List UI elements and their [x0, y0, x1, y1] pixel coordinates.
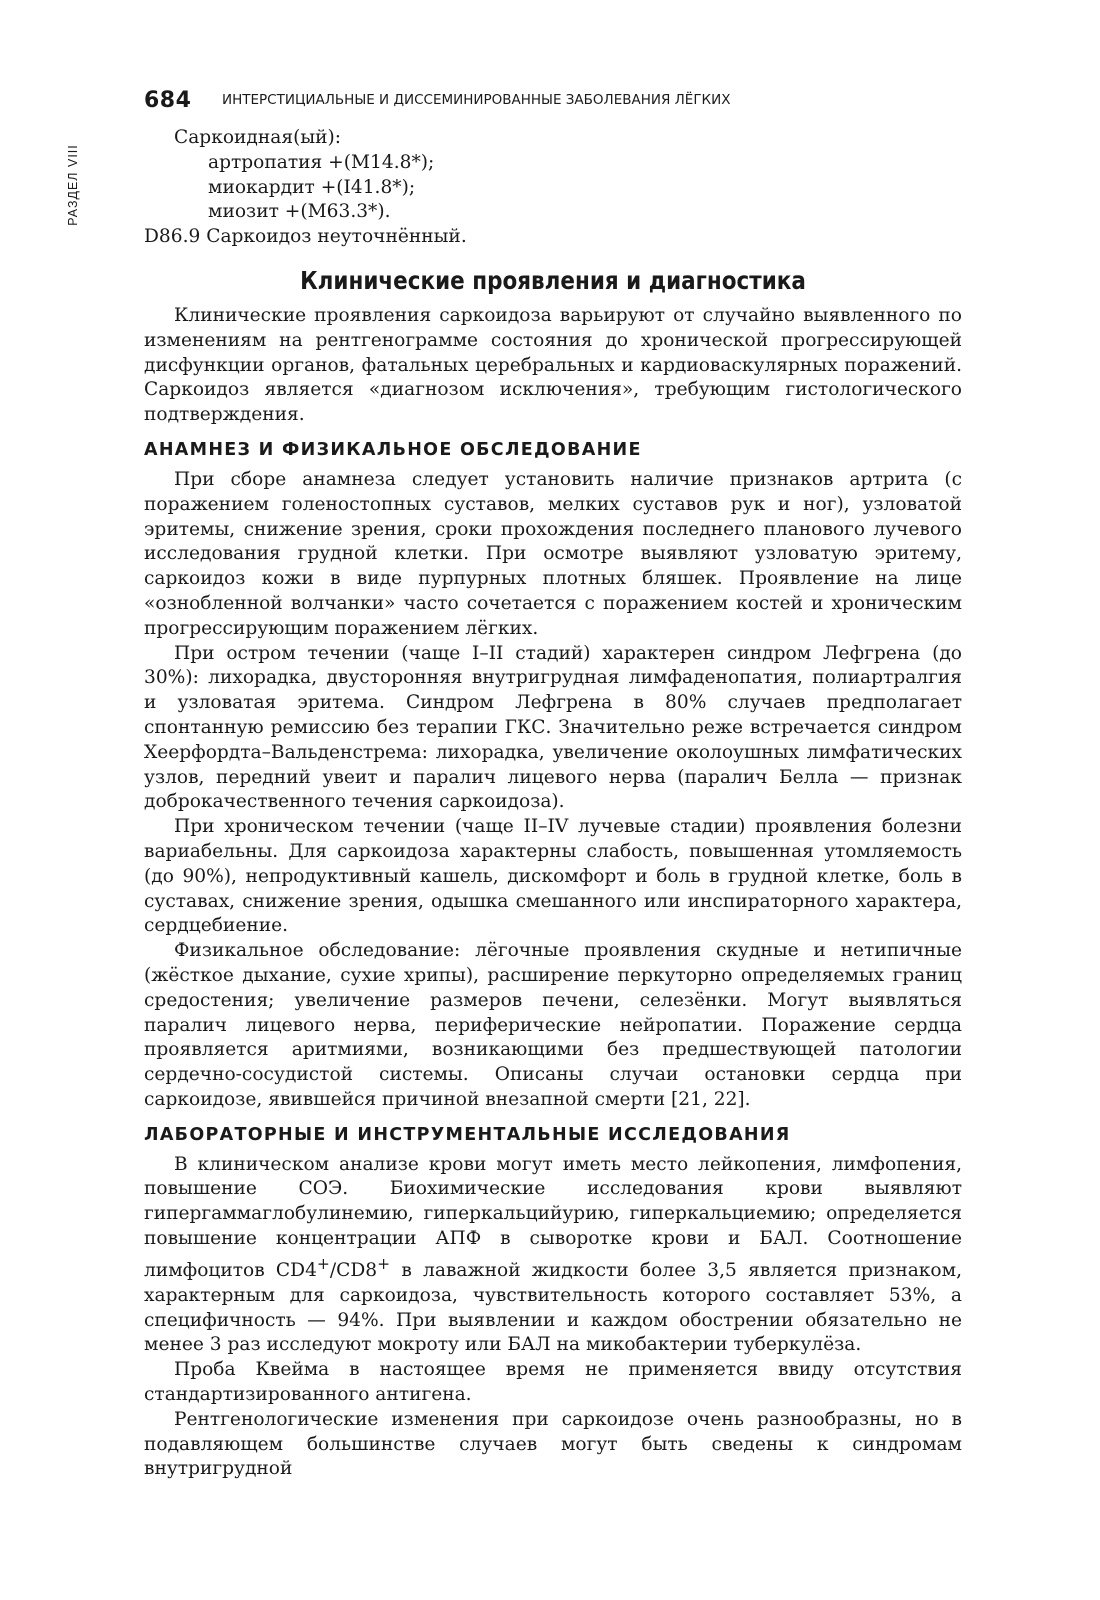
- radiology-paragraph: Рентгенологические изменения при саркоидозе очень разнообразны, но в подавляющем большинстве случаев могут быть сведены к синдромам внутригрудной: [144, 1408, 962, 1480]
- acute-course-paragraph: При остром течении (чаще I–II стадий) характерен синдром Лефгрена (до 30%): лихорадка, двусторонняя внутригрудная лимфаденопатия, полиартралгия и узловатая эритема. Синдром Лефгрена в 80% случаев предполагает спонтанную ремиссию без терапии ГКС. Значительно реже встречается синдром Хеерфордта–Вальденстрема: лихорадка, увеличение околоушных лимфатических узлов, передний увеит и паралич лицевого нерва (паралич Белла — признак доброкачественного течения саркоидоза).: [144, 642, 962, 813]
- section-side-label-text: РАЗДЕЛ VIII: [66, 144, 80, 226]
- section-side-label: [62, 136, 84, 234]
- physical-exam-paragraph: Физикальное обследование: лёгочные проявления скудные и нетипичные (жёсткое дыхание, сухие хрипы), расширение перкуторно определяемых границ средостения; увеличение размеров печени, селезёнки. Могут выявляться паралич лицевого нерва, периферические нейропатии. Поражение сердца проявляется аритмиями, возникающими без предшествующей патологии сердечно-сосудистой системы. Описаны случаи остановки сердца при саркоидозе, явившейся причиной внезапной смерти [21, 22].: [144, 940, 962, 1110]
- superscript-plus: +: [316, 1254, 330, 1273]
- running-title: ИНТЕРСТИЦИАЛЬНЫЕ И ДИССЕМИНИРОВАННЫЕ ЗАБОЛЕВАНИЯ ЛЁГКИХ: [222, 92, 731, 108]
- lab-text-after: в лаважной жидкости более 3,5 является признаком, характерным для саркоидоза, чувствительность которого составляет 53%, а специфичность — 94%. При выявлении и каждом обострении обязательно не менее 3 раз исследуют мокроту или БАЛ на микобактерии туберкулёза.: [144, 1260, 962, 1356]
- icd-group-label: Саркоидная(ый):: [174, 127, 342, 148]
- anamnesis-paragraph: При сборе анамнеза следует установить наличие признаков артрита (с поражением голеностопных суставов, мелких суставов рук и ног), узловатой эритемы, снижение зрения, сроки прохождения последнего планового лучевого исследования грудной клетки. При осмотре выявляют узловатую эритему, саркоидоз кожи в виде пурпурных плотных бляшек. Проявление на лице «ознобленной волчанки» часто сочетается с поражением костей и хроническим прогрессирующим поражением лёгких.: [144, 468, 962, 639]
- page-content: [144, 126, 962, 1482]
- page-header: [144, 88, 974, 118]
- lab-tests-paragraph: [144, 1153, 962, 1359]
- icd-code-item: артропатия +(M14.8*);: [208, 151, 435, 173]
- lab-text-mid: /CD8: [329, 1260, 378, 1282]
- page-number: 684: [144, 88, 192, 113]
- superscript-plus: +: [377, 1254, 391, 1273]
- lab-text-before: В клиническом анализе крови могут иметь место лейкопения, лимфопения, повышение СОЭ. Биохимические исследования крови выявляют гипергаммаглобулинемию, гиперкальцийурию, гиперкальциемию; определяется повышение концентрации АПФ в сыворотке крови и БАЛ. Соотношение лимфоцитов CD4: [144, 1153, 962, 1282]
- subsection-title-laboratory: ЛАБОРАТОРНЫЕ И ИНСТРУМЕНТАЛЬНЫЕ ИССЛЕДОВАНИЯ: [144, 1124, 791, 1145]
- chronic-course-paragraph: При хроническом течении (чаще II–IV лучевые стадии) проявления болезни вариабельны. Для саркоидоза характерны слабость, повышенная утомляемость (до 90%), непродуктивный кашель, дискомфорт и боль в грудной клетке, боль в суставах, снижение зрения, одышка смешанного или инспираторного характера, сердцебиение.: [144, 816, 962, 937]
- icd-code-item: миозит +(M63.3*).: [208, 201, 391, 223]
- section-title: Клинические проявления и диагностика: [300, 265, 806, 295]
- kveim-test-paragraph: Проба Квейма в настоящее время не применяется ввиду отсутствия стандартизированного антигена.: [144, 1359, 962, 1406]
- subsection-title-anamnesis: АНАМНЕЗ И ФИЗИКАЛЬНОЕ ОБСЛЕДОВАНИЕ: [144, 439, 642, 460]
- icd-code-list: [144, 126, 962, 250]
- icd-code-item: миокардит +(I41.8*);: [208, 176, 416, 198]
- icd-code-last: D86.9 Саркоидоз неуточнённый.: [144, 226, 467, 248]
- intro-paragraph: Клинические проявления саркоидоза варьируют от случайно выявленного по изменениям на рентгенограмме состояния до хронической прогрессирующей дисфункции органов, фатальных церебральных и кардиоваскулярных поражений. Саркоидоз является «диагнозом исключения», требующим гистологического подтверждения.: [144, 304, 962, 426]
